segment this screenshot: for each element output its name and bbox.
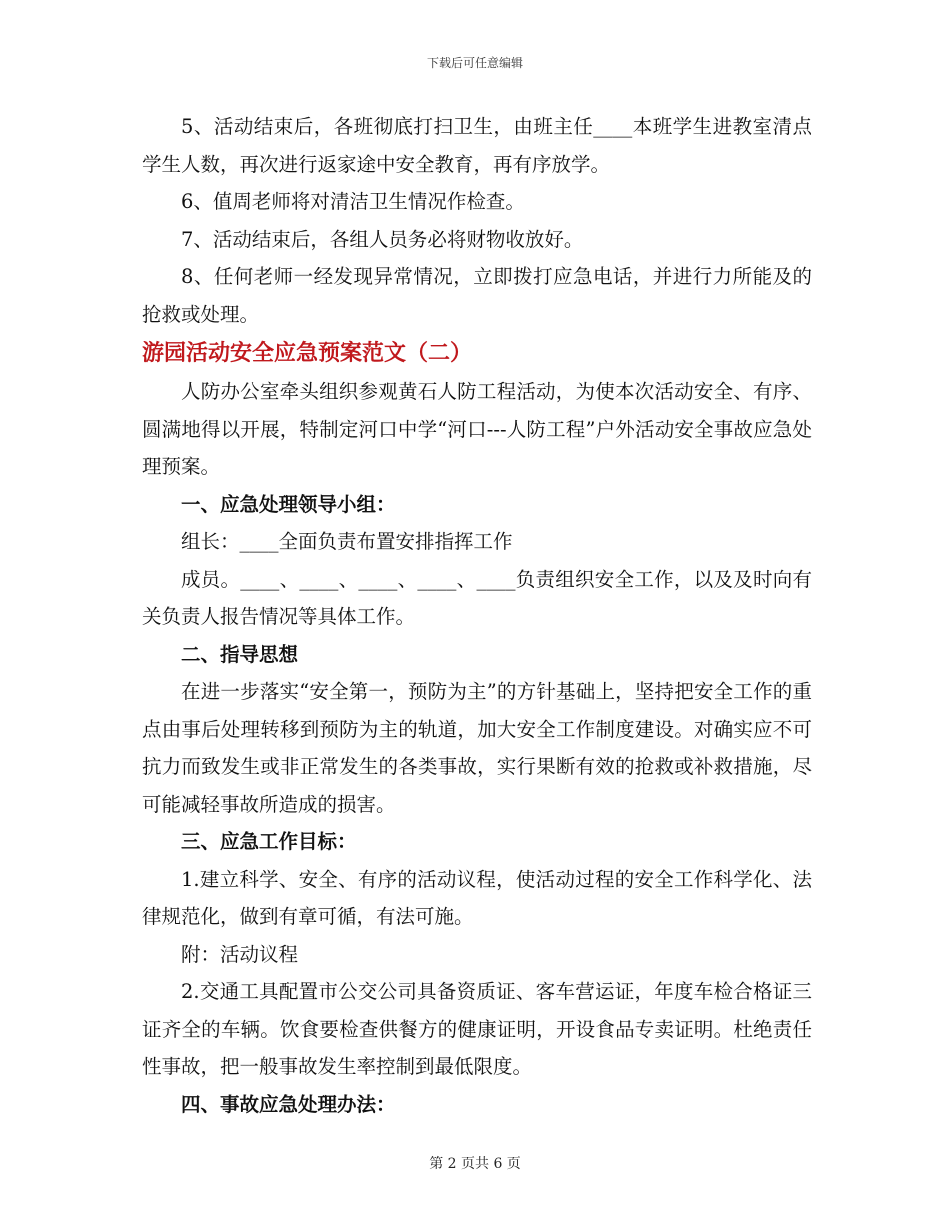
guiding-ideology-text: 在进一步落实“安全第一，预防为主”的方针基础上，坚持把安全工作的重点由事后处理转移到预防为主的轨道，加大安全工作制度建设。对确实应不可抗力而致发生或非正常发生的各类事故，实行果断有效的抢救或补救措施，尽可能减轻事故所造成的损害。 [142,680,812,816]
goal-item-1: 1.建立科学、安全、有序的活动议程，使活动过程的安全工作科学化、法律规范化，做到有章可循，有法可施。 [142,867,812,928]
document-body [142,108,812,1123]
paragraph-item-6: 6、值周老师将对清洁卫生情况作检查。 [181,190,525,213]
paragraph-item-7: 7、活动结束后，各组人员务必将财物收放好。 [181,227,584,251]
section-title: 游园活动安全应急预案范文（二） [142,340,473,366]
heading-leadership-group: 一、应急处理领导小组： [181,492,396,516]
heading-emergency-methods: 四、事故应急处理办法： [181,1092,396,1116]
leader-line: 组长：____全面负责布置安排指挥工作 [181,530,513,553]
goal-item-2: 2.交通工具配置市公交公司具备资质证、客车营运证，年度车检合格证三证齐全的车辆。饮食要检查供餐方的健康证明，开设食品专卖证明。杜绝责任性事故，把一般事故发生率控制到最低限度。 [142,980,812,1078]
paragraph-item-8: 8、任何老师一经发现异常情况，立即拨打应急电话，并进行力所能及的抢救或处理。 [142,265,812,326]
page-header: 下载后可任意编辑 [426,56,523,70]
intro-paragraph: 人防办公室牵头组织参观黄石人防工程活动，为使本次活动安全、有序、圆满地得以开展，特制定河口中学“河口---人防工程”户外活动安全事故应急处理预案。 [142,380,812,478]
heading-guiding-ideology: 二、指导思想 [181,642,299,666]
paragraph-item-5: 5、活动结束后，各班彻底打扫卫生，由班主任____本班学生进教室清点学生人数，再次进行返家途中安全教育，再有序放学。 [142,115,812,176]
agenda-note: 附：活动议程 [181,942,299,966]
page-footer: 第 2 页共 6 页 [429,1156,521,1172]
heading-work-goals: 三、应急工作目标： [181,830,357,853]
members-line: 成员。____、____、____、____、____负责组织安全工作，以及及时向有关负责人报告情况等具体工作。 [142,567,812,628]
